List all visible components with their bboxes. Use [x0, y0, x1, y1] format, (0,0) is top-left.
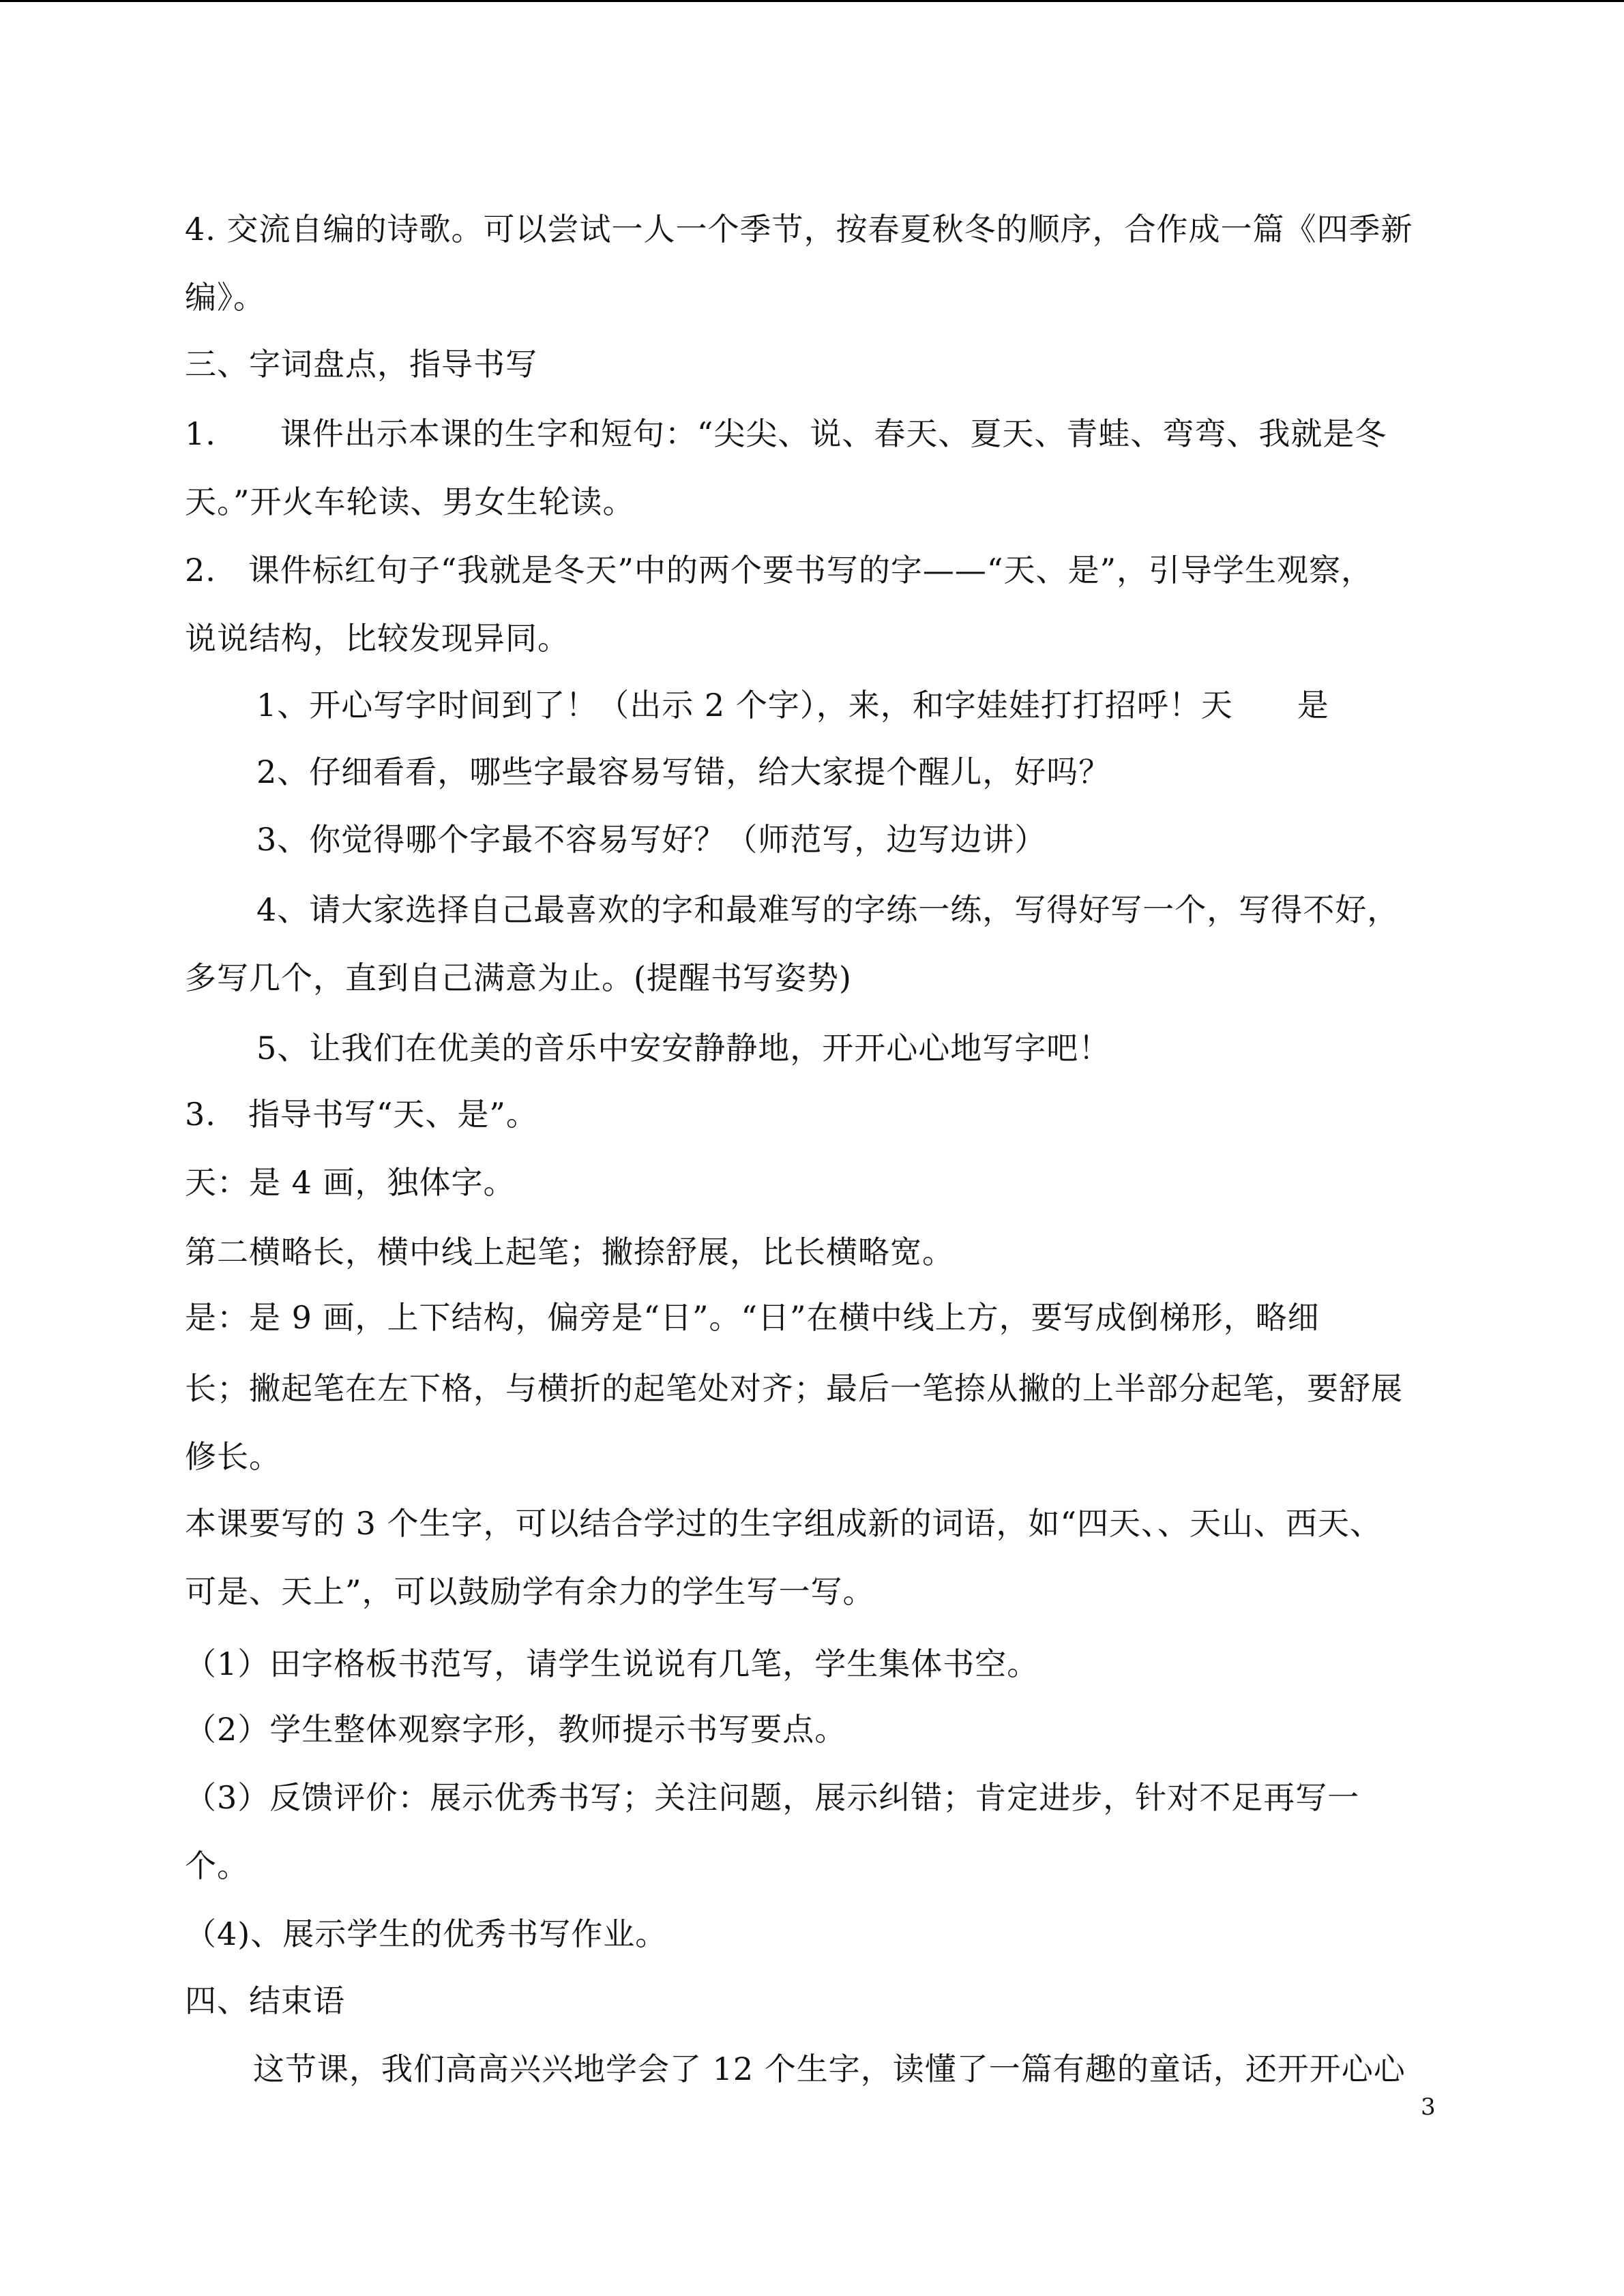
text-line: 3. 指导书写“天、是”。	[185, 1096, 538, 1133]
text-line: 是：是 9 画，上下结构，偏旁是“日”。“日”在横中线上方，要写成倒梯形，略细	[185, 1299, 1320, 1336]
text-line: （2）学生整体观察字形，教师提示书写要点。	[185, 1711, 847, 1748]
text-line: 2. 课件标红句子“我就是冬天”中的两个要书写的字——“天、是”，引导学生观察，	[185, 552, 1373, 588]
text-line: 5、让我们在优美的音乐中安安静静地，开开心心地写字吧！	[256, 1030, 1111, 1067]
section-heading: 三、字词盘点，指导书写	[185, 346, 537, 383]
text-line: 多写几个，直到自己满意为止。(提醒书写姿势)	[185, 959, 852, 996]
text-line: （3）反馈评价：展示优秀书写；关注问题，展示纠错；肯定进步，针对不足再写一	[185, 1779, 1360, 1816]
text-line: 这节课，我们高高兴兴地学会了 12 个生字，读懂了一篇有趣的童话，还开开心心	[253, 2051, 1406, 2087]
text-line: 天：是 4 画，独体字。	[185, 1164, 516, 1201]
text-line: 4. 交流自编的诗歌。可以尝试一人一个季节，按春夏秋冬的顺序，合作成一篇《四季新	[185, 211, 1413, 248]
text-line: 3、你觉得哪个字最不容易写好？（师范写，边写边讲）	[256, 821, 1047, 858]
text-line: 编》。	[185, 279, 265, 316]
page-number: 3	[1421, 2093, 1436, 2121]
text-line: 1、开心写字时间到了！（出示 2 个字），来，和字娃娃打打招呼！天 是	[256, 687, 1329, 724]
text-line: 第二横略长，横中线上起笔；撇捺舒展，比长横略宽。	[185, 1234, 954, 1270]
text-line: 长；撇起笔在左下格，与横折的起笔处对齐；最后一笔捺从撇的上半部分起笔，要舒展	[185, 1370, 1403, 1407]
text-line: 可是、天上”，可以鼓励学有余力的学生写一写。	[185, 1573, 875, 1610]
text-line: 2、仔细看看，哪些字最容易写错，给大家提个醒儿，好吗？	[256, 754, 1111, 790]
text-line: 个。	[185, 1847, 249, 1884]
text-line: 天。”开火车轮读、男女生轮读。	[185, 483, 635, 520]
text-line: 说说结构，比较发现异同。	[185, 620, 570, 657]
text-line: 1. 课件出示本课的生字和短句：“尖尖、说、春天、夏天、青蛙、弯弯、我就是冬	[185, 415, 1387, 452]
text-line: 4、请大家选择自己最喜欢的字和最难写的字练一练，写得好写一个，写得不好，	[256, 891, 1400, 928]
text-line: 修长。	[185, 1438, 281, 1475]
text-line: 本课要写的 3 个生字，可以结合学过的生字组成新的词语，如“四天、、天山、西天、	[185, 1505, 1383, 1542]
text-line: （4)、展示学生的优秀书写作业。	[185, 1915, 668, 1952]
text-line: （1）田字格板书范写，请学生说说有几笔，学生集体书空。	[185, 1645, 1039, 1682]
section-heading: 四、结束语	[185, 1982, 345, 2019]
